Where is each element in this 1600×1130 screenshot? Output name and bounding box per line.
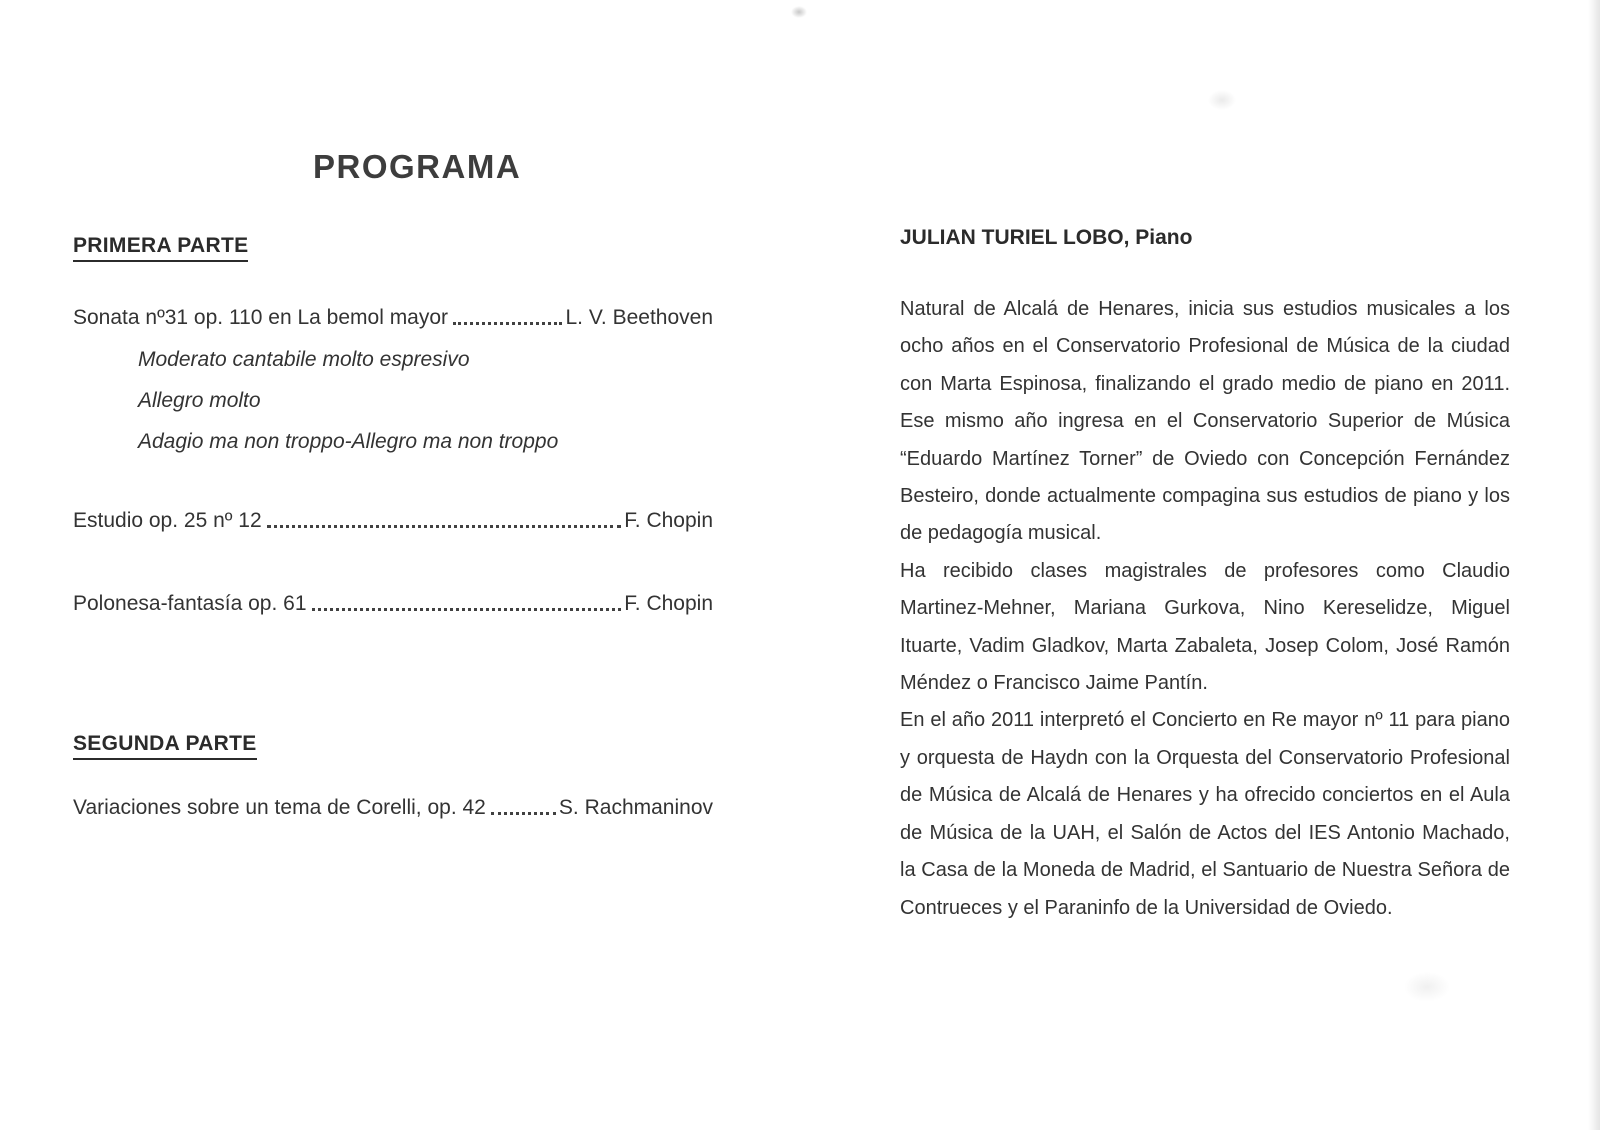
piece-row-polonesa [73, 592, 713, 616]
scan-edge-shadow [1588, 0, 1600, 1130]
bio-paragraph: En el año 2011 interpretó el Concierto en Re mayor nº 11 para piano y orquesta de Haydn con la Orquesta del Conservatorio Profesional de Música de Alcalá de Henares y ha ofrecido conciertos en el Aula de Música de la UAH, el Salón de Actos del IES Antonio Machado, la Casa de la Moneda de Madrid, el Santuario de Nuestra Señora de Contrueces y el Paraninfo de la Universidad de Oviedo. [900, 709, 1510, 919]
piece-composer: F. Chopin [624, 592, 713, 615]
section-heading-primera-parte: PRIMERA PARTE [73, 235, 248, 262]
bio-paragraph: Natural de Alcalá de Henares, inicia sus estudios musicales a los ocho años en el Conservatorio Profesional de Música de la ciudad con Marta Espinosa, finalizando el grado medio de piano en 2011. Ese mismo año ingresa en el Conservatorio Superior de Música “Eduardo Martínez Torner” de Oviedo con Concepción Fernández Besteiro, donde actualmente compagina sus estudios de piano y los de pedagogía musical. [900, 298, 1510, 545]
piece-composer: F. Chopin [624, 509, 713, 532]
dotted-leader [312, 608, 622, 611]
scan-artifact-speck [791, 6, 807, 18]
piece-composer: S. Rachmaninov [558, 796, 713, 819]
dotted-leader [453, 322, 562, 325]
dotted-leader [491, 812, 556, 815]
biography-text [900, 291, 1510, 927]
piece-title: Estudio op. 25 nº 12 [73, 509, 262, 532]
piece-title: Variaciones sobre un tema de Corelli, op. 42 [73, 796, 486, 819]
movement-line: Moderato cantabile molto espresivo [138, 348, 470, 371]
movement-line: Allegro molto [138, 389, 261, 412]
scan-artifact-speck [1404, 972, 1450, 1002]
performer-name-header: JULIAN TURIEL LOBO, Piano [900, 226, 1193, 249]
piece-row-estudio [73, 509, 713, 533]
movement-line: Adagio ma non troppo-Allegro ma non troppo [138, 430, 559, 453]
section-heading-segunda-parte: SEGUNDA PARTE [73, 733, 257, 760]
piece-row-sonata [73, 306, 713, 330]
piece-title: Sonata nº31 op. 110 en La bemol mayor [73, 306, 449, 329]
scan-artifact-speck [1208, 90, 1236, 110]
piece-composer: L. V. Beethoven [565, 306, 713, 329]
bio-paragraph: Ha recibido clases magistrales de profesores como Claudio Martinez-Mehner, Mariana Gurkova, Nino Kereselidze, Miguel Ituarte, Vadim Gladkov, Marta Zabaleta, Josep Colom, José Ramón Méndez o Francisco Jaime Pantín. [900, 559, 1510, 695]
page-title: PROGRAMA [313, 148, 522, 186]
piece-row-variaciones [73, 796, 713, 820]
dotted-leader [267, 525, 622, 528]
piece-title: Polonesa-fantasía op. 61 [73, 592, 307, 615]
